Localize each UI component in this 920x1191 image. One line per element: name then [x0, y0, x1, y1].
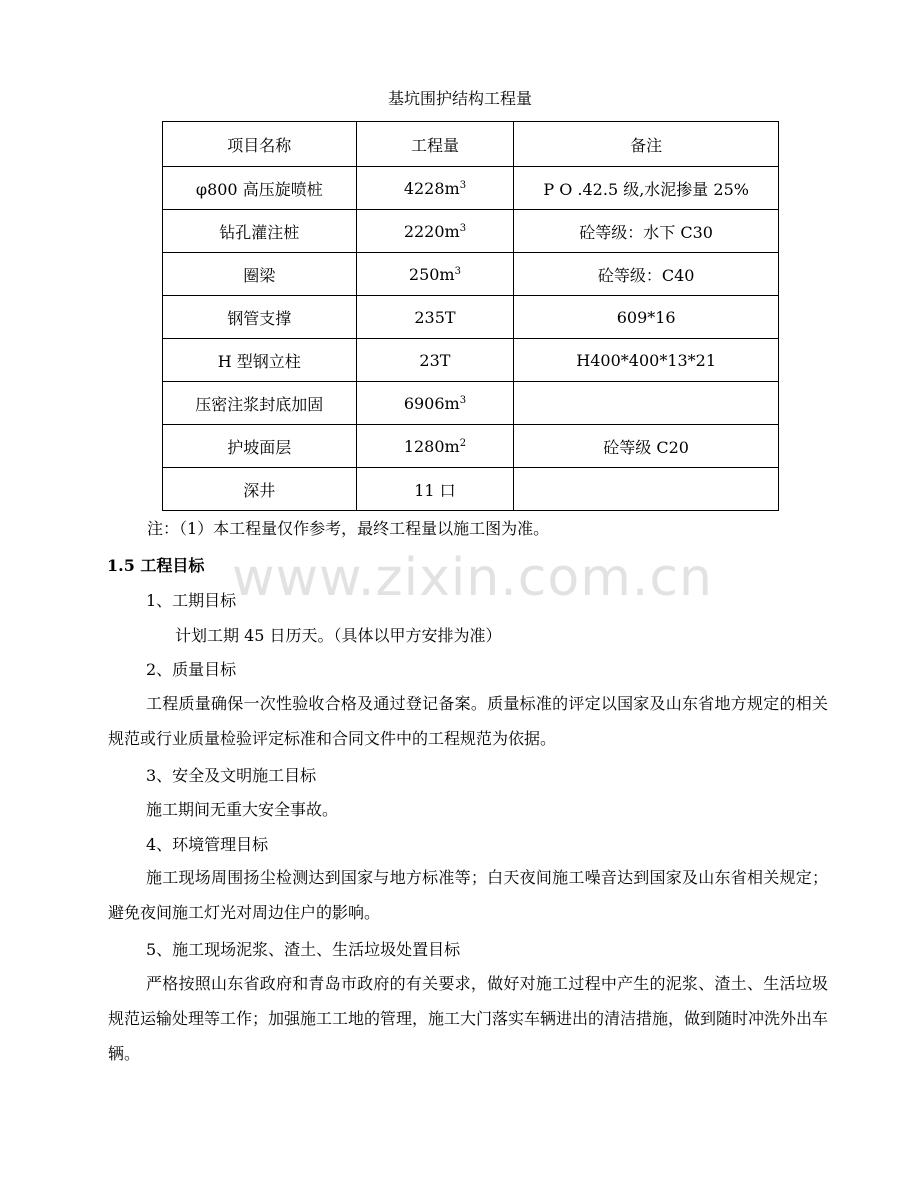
table-note: 注：（1）本工程量仅作参考，最终工程量以施工图为准。	[147, 519, 550, 538]
cell-item-name: 护坡面层	[163, 425, 357, 468]
goal-4-text: 施工现场周围扬尘检测达到国家与地方标准等；白天夜间施工噪音达到国家及山东省相关规定；避免夜间施工灯光对周边住户的影响。	[108, 868, 828, 922]
cell-remarks: H400*400*13*21	[514, 339, 779, 382]
cell-item-name: 钻孔灌注桩	[163, 210, 357, 253]
cell-item-name: 深井	[163, 468, 357, 511]
cell-remarks: P O .42.5 级,水泥掺量 25%	[514, 167, 779, 210]
goal-2-title: 2、质量目标	[146, 660, 237, 679]
cell-item-name: 圈梁	[163, 253, 357, 296]
cell-quantity	[356, 382, 514, 425]
cell-item-name: 钢管支撑	[163, 296, 357, 339]
cell-remarks	[514, 382, 779, 425]
table-header-row	[163, 122, 779, 167]
quantity-unit-exponent: 2	[459, 437, 467, 449]
table-row	[163, 296, 779, 339]
quantity-unit-exponent: 3	[459, 179, 467, 191]
table-body	[163, 167, 779, 511]
section-heading: 1.5 工程目标	[107, 556, 205, 575]
table-row	[163, 167, 779, 210]
quantity-value: 250m	[408, 264, 455, 284]
quantity-value: 4228m	[403, 178, 460, 198]
cell-remarks: 砼等级 C20	[514, 425, 779, 468]
table-row	[163, 210, 779, 253]
quantity-value: 235T	[414, 307, 456, 327]
quantity-value: 6906m	[403, 393, 460, 413]
quantity-unit-exponent: 3	[454, 265, 461, 277]
cell-remarks: 砼等级：C40	[514, 253, 779, 296]
goal-2-text: 工程质量确保一次性验收合格及通过登记备案。质量标准的评定以国家及山东省地方规定的相关规范或行业质量检验评定标准和合同文件中的工程规范为依据。	[108, 694, 828, 748]
cell-quantity	[356, 167, 514, 210]
quantity-unit-exponent: 3	[459, 394, 467, 406]
quantity-value: 1280m	[403, 436, 460, 456]
cell-remarks	[514, 468, 779, 511]
cell-quantity	[356, 253, 514, 296]
table-row	[163, 253, 779, 296]
goal-3-title: 3、安全及文明施工目标	[146, 766, 317, 785]
table-row	[163, 425, 779, 468]
header-remarks: 备注	[514, 122, 779, 167]
cell-remarks: 砼等级：水下 C30	[514, 210, 779, 253]
cell-quantity	[356, 296, 514, 339]
quantity-value: 11 口	[414, 480, 456, 500]
cell-item-name: H 型钢立柱	[163, 339, 357, 382]
goal-4-title: 4、环境管理目标	[146, 835, 269, 854]
quantity-table	[162, 121, 779, 511]
table-row	[163, 339, 779, 382]
cell-quantity	[356, 425, 514, 468]
header-item-name: 项目名称	[163, 122, 357, 167]
cell-item-name: 压密注浆封底加固	[163, 382, 357, 425]
table-title: 基坑围护结构工程量	[387, 89, 532, 108]
goal-3-text: 施工期间无重大安全事故。	[146, 800, 339, 819]
table-row	[163, 468, 779, 511]
cell-quantity	[356, 468, 514, 511]
cell-quantity	[356, 210, 514, 253]
quantity-value: 2220m	[403, 221, 460, 241]
cell-quantity	[356, 339, 514, 382]
quantity-unit-exponent: 3	[459, 222, 467, 234]
table-row	[163, 382, 779, 425]
goal-5-title: 5、施工现场泥浆、渣土、生活垃圾处置目标	[146, 940, 461, 959]
header-quantity: 工程量	[356, 122, 514, 167]
watermark: www.zixin.com.cn	[232, 548, 713, 608]
quantity-value: 23T	[419, 350, 451, 370]
goal-1-text: 计划工期 45 日历天。（具体以甲方安排为准）	[175, 626, 502, 645]
cell-remarks: 609*16	[514, 296, 779, 339]
goal-5-text: 严格按照山东省政府和青岛市政府的有关要求，做好对施工过程中产生的泥浆、渣土、生活垃圾规范运输处理等工作；加强施工工地的管理，施工大门落实车辆进出的清洁措施，做到随时冲洗外出车辆。	[108, 974, 829, 1063]
cell-item-name: φ800 高压旋喷桩	[163, 167, 357, 210]
goal-1-title: 1、工期目标	[146, 591, 237, 610]
